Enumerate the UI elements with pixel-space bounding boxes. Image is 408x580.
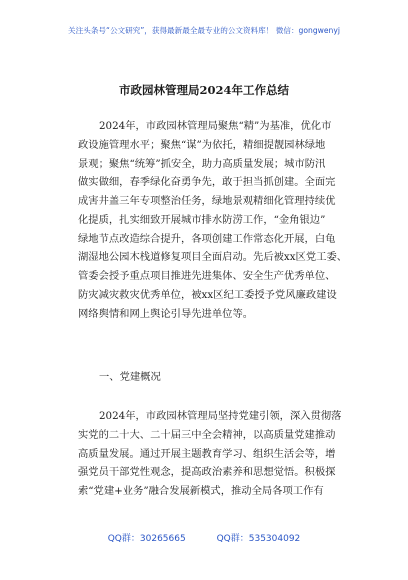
paragraph-line: 政设施管理水平；聚焦“谋”为依托，精细提靓园林绿地 <box>78 138 326 151</box>
section-paragraph <box>78 407 340 501</box>
paragraph-line: 成害井盖三年专项整治任务，绿地景观精细化管理持续优 <box>78 195 336 207</box>
paragraph-line: 管委会授予重点项目推进先进集体、安全生产优秀单位、 <box>78 270 336 282</box>
document-title: 市政园林管理局2024年工作总结 <box>118 83 289 97</box>
paragraph-line: 化提质，扎实细致开展城市排水防涝工作，“金角银边” <box>78 213 326 226</box>
top-banner: 关注头条号“公文研究”，获得最新最全最专业的公文资料库！ 微信：gongwenyj <box>68 26 340 35</box>
paragraph-line: 索“党建+业务”融合发展新模式，推动全局各项工作有 <box>78 485 324 497</box>
paragraph-line: 2024年，市政园林管理局聚焦“精”为基准，优化市 <box>99 120 332 132</box>
paragraph-line: 强党员干部党性观念，提高政治素养和思想觉悟。积极探 <box>78 466 336 479</box>
footer-contact <box>0 533 408 545</box>
paragraph-line: 做实做细，春季绿化奋勇争先，敢于担当抓创建。全面完 <box>78 176 336 189</box>
paragraph-line: 湖湿地公园木栈道修复项目全面启动。先后被xx区党工委、 <box>78 251 348 264</box>
paragraph-line: 绿地节点改造综合提升，各项创建工作常态化开展，白龟 <box>78 232 336 245</box>
paragraph-line: 网络舆情和网上舆论引导先进单位等。 <box>78 307 254 320</box>
section-heading: 一、党建概况 <box>99 371 161 383</box>
paragraph-line: 景观；聚焦“统筹”抓安全，助力高质量发展；城市防汛 <box>78 157 326 170</box>
paragraph-line: 实党的二十大、二十届三中全会精神，以高质量党建推动 <box>78 428 336 441</box>
paragraph-line: 2024年，市政园林管理局坚持党建引领，深入贯彻落 <box>99 410 342 422</box>
qq-group-1: QQ群：30265665 <box>107 534 186 544</box>
paragraph-line: 高质量发展。通过开展主题教育学习、组织生活会等，增 <box>78 447 336 460</box>
paragraph-line: 防灾减灾救灾优秀单位，被xx区纪工委授予党风廉政建设 <box>78 288 337 301</box>
qq-group-2: QQ群：535304092 <box>216 534 301 544</box>
intro-paragraph <box>78 117 348 323</box>
